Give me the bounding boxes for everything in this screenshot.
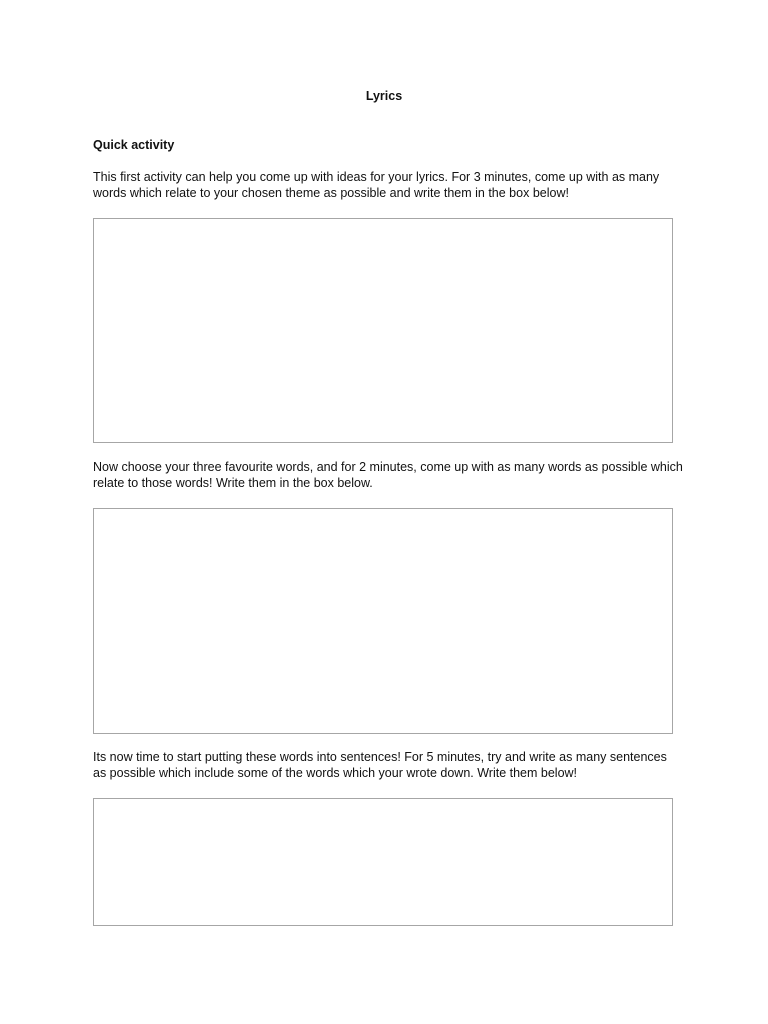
section-heading: Quick activity (93, 138, 175, 152)
page-title: Lyrics (365, 89, 403, 103)
answer-box-3[interactable] (93, 798, 673, 926)
instruction-paragraph-3: Its now time to start putting these words into sentences! For 5 minutes, try and write as many sentences as possible which include some of the words which your wrote down. Write them below! (93, 750, 667, 780)
instruction-paragraph-2: Now choose your three favourite words, and for 2 minutes, come up with as many words as possible which relate to those words! Write them in the box below. (93, 460, 683, 490)
answer-box-1[interactable] (93, 218, 673, 443)
instruction-paragraph-1: This first activity can help you come up with ideas for your lyrics. For 3 minutes, come up with as many words which relate to your chosen theme as possible and write them in the box below! (93, 170, 660, 200)
answer-box-2[interactable] (93, 508, 673, 734)
